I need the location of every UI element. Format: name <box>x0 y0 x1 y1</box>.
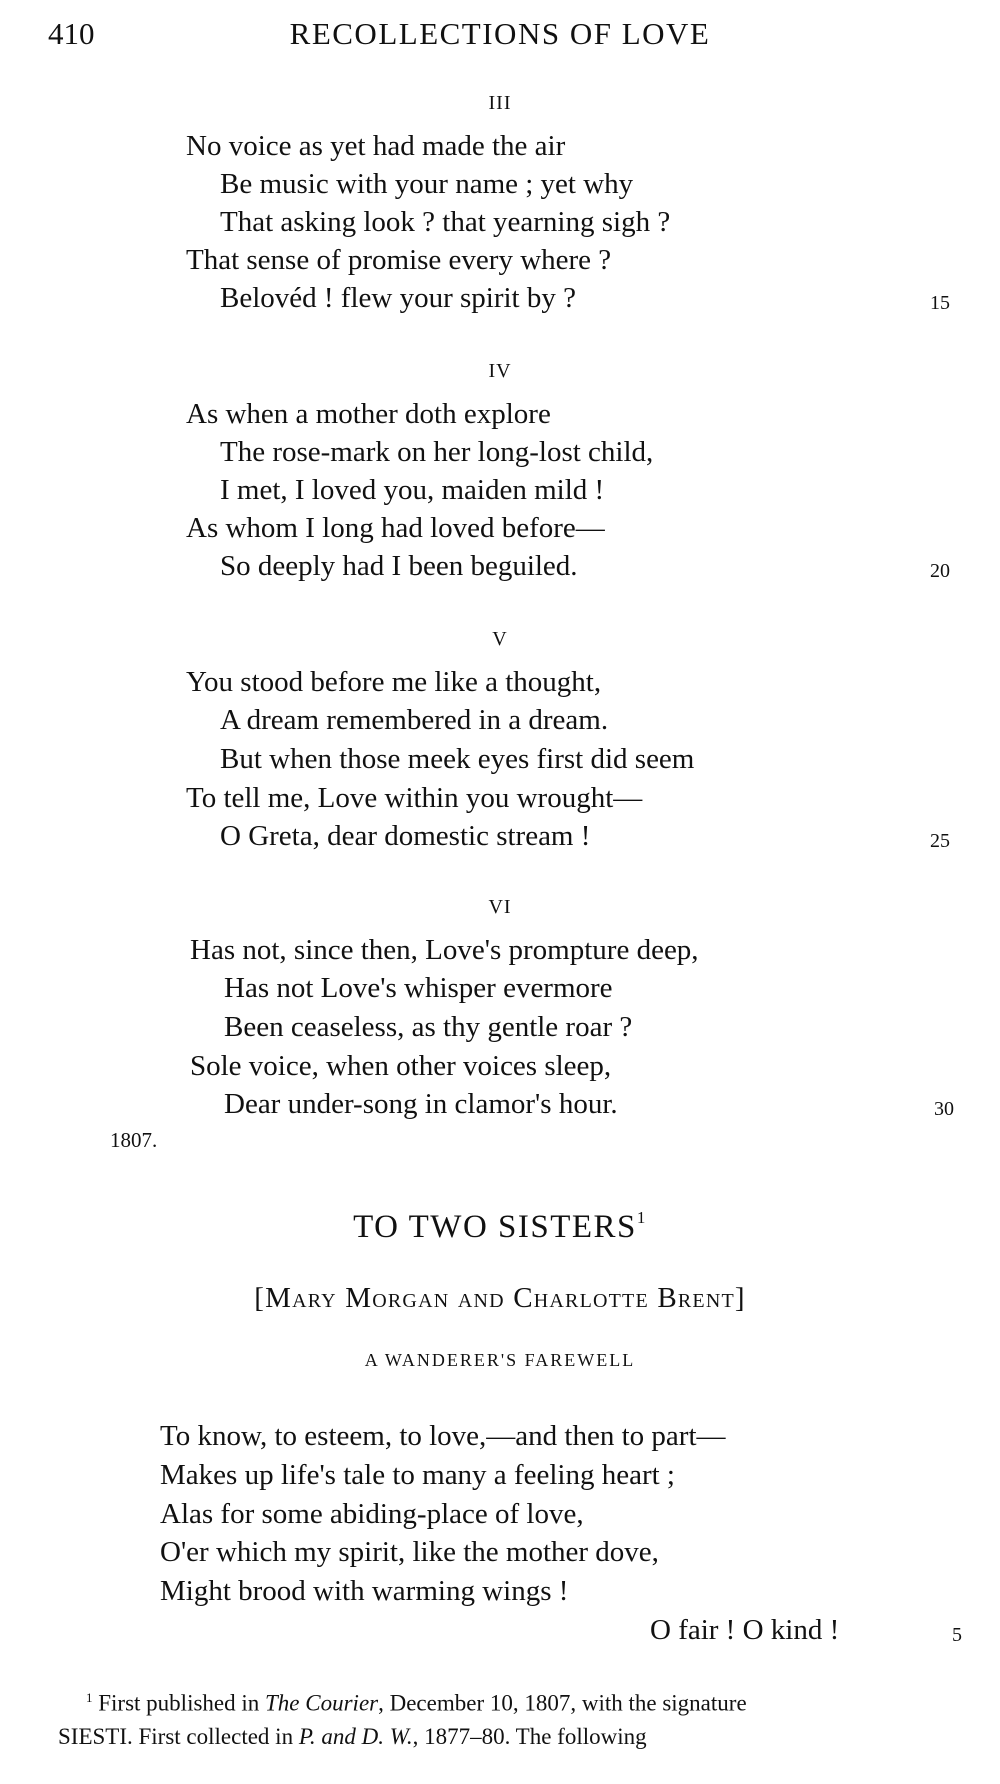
line-number: 20 <box>930 560 950 582</box>
verse-line: Has not, since then, Love's prompture deep, <box>190 934 699 966</box>
footnote-text: First published in <box>98 1690 260 1716</box>
running-title: RECOLLECTIONS OF LOVE <box>289 16 711 51</box>
verse-line: You stood before me like a thought, <box>186 666 602 698</box>
verse-line: As whom I long had loved before— <box>186 512 605 544</box>
verse-line: I met, I loved you, maiden mild ! <box>220 474 605 506</box>
poem-sub-subtitle: A WANDERER'S FAREWELL <box>364 1350 636 1370</box>
verse-line: A dream remembered in a dream. <box>220 704 609 736</box>
line-number: 15 <box>930 292 950 314</box>
verse-line: O'er which my spirit, like the mother dove, <box>160 1536 659 1568</box>
line-number: 25 <box>930 830 950 852</box>
verse-line: As when a mother doth explore <box>186 398 551 430</box>
poem-title-text: TO TWO SISTERS <box>353 1209 637 1245</box>
verse-line: Been ceaseless, as thy gentle roar ? <box>224 1011 633 1043</box>
page-number: 410 <box>48 16 95 51</box>
verse-line: But when those meek eyes first did seem <box>220 743 695 775</box>
composition-date: 1807. <box>110 1128 158 1152</box>
stanza-numeral: VI <box>488 896 512 918</box>
verse-line: To know, to esteem, to love,—and then to part— <box>160 1420 726 1452</box>
verse-line: The rose-mark on her long-lost child, <box>220 436 654 468</box>
footnote-text: , 1877–80. The following <box>412 1724 647 1749</box>
footnote-line <box>58 1724 647 1750</box>
poem-subtitle: [Mary Morgan and Charlotte Brent] <box>254 1282 746 1314</box>
verse-line: Belovéd ! flew your spirit by ? <box>220 282 576 314</box>
verse-line: So deeply had I been beguiled. <box>220 550 578 582</box>
footnote-line <box>86 1690 747 1717</box>
verse-line: O fair ! O kind ! <box>650 1614 840 1646</box>
stanza-numeral: III <box>488 92 512 114</box>
footnote-italic: P. and D. W. <box>298 1724 413 1749</box>
footnote-marker: 1 <box>636 1208 647 1227</box>
verse-line: That asking look ? that yearning sigh ? <box>220 206 671 238</box>
verse-line: Alas for some abiding-place of love, <box>160 1498 584 1530</box>
verse-line: That sense of promise every where ? <box>186 244 612 276</box>
verse-line: Dear under-song in clamor's hour. <box>224 1088 618 1120</box>
verse-line: To tell me, Love within you wrought— <box>186 782 643 814</box>
poem-title <box>0 1208 1000 1246</box>
footnote-text: SIESTI. First collected in <box>58 1724 294 1749</box>
footnote-text: , December 10, 1807, with the signature <box>378 1690 747 1716</box>
verse-line: O Greta, dear domestic stream ! <box>220 820 591 852</box>
verse-line: Might brood with warming wings ! <box>160 1575 569 1607</box>
verse-line: No voice as yet had made the air <box>186 130 566 162</box>
line-number: 5 <box>952 1624 962 1646</box>
line-number: 30 <box>934 1098 954 1120</box>
verse-line: Sole voice, when other voices sleep, <box>190 1050 612 1082</box>
stanza-numeral: IV <box>488 360 512 382</box>
stanza-numeral: V <box>492 628 508 650</box>
verse-line: Has not Love's whisper evermore <box>224 972 613 1004</box>
footnote-italic: The Courier <box>265 1690 379 1716</box>
verse-line: Makes up life's tale to many a feeling heart ; <box>160 1459 675 1491</box>
verse-line: Be music with your name ; yet why <box>220 168 634 200</box>
footnote-marker: 1 <box>86 1690 93 1705</box>
